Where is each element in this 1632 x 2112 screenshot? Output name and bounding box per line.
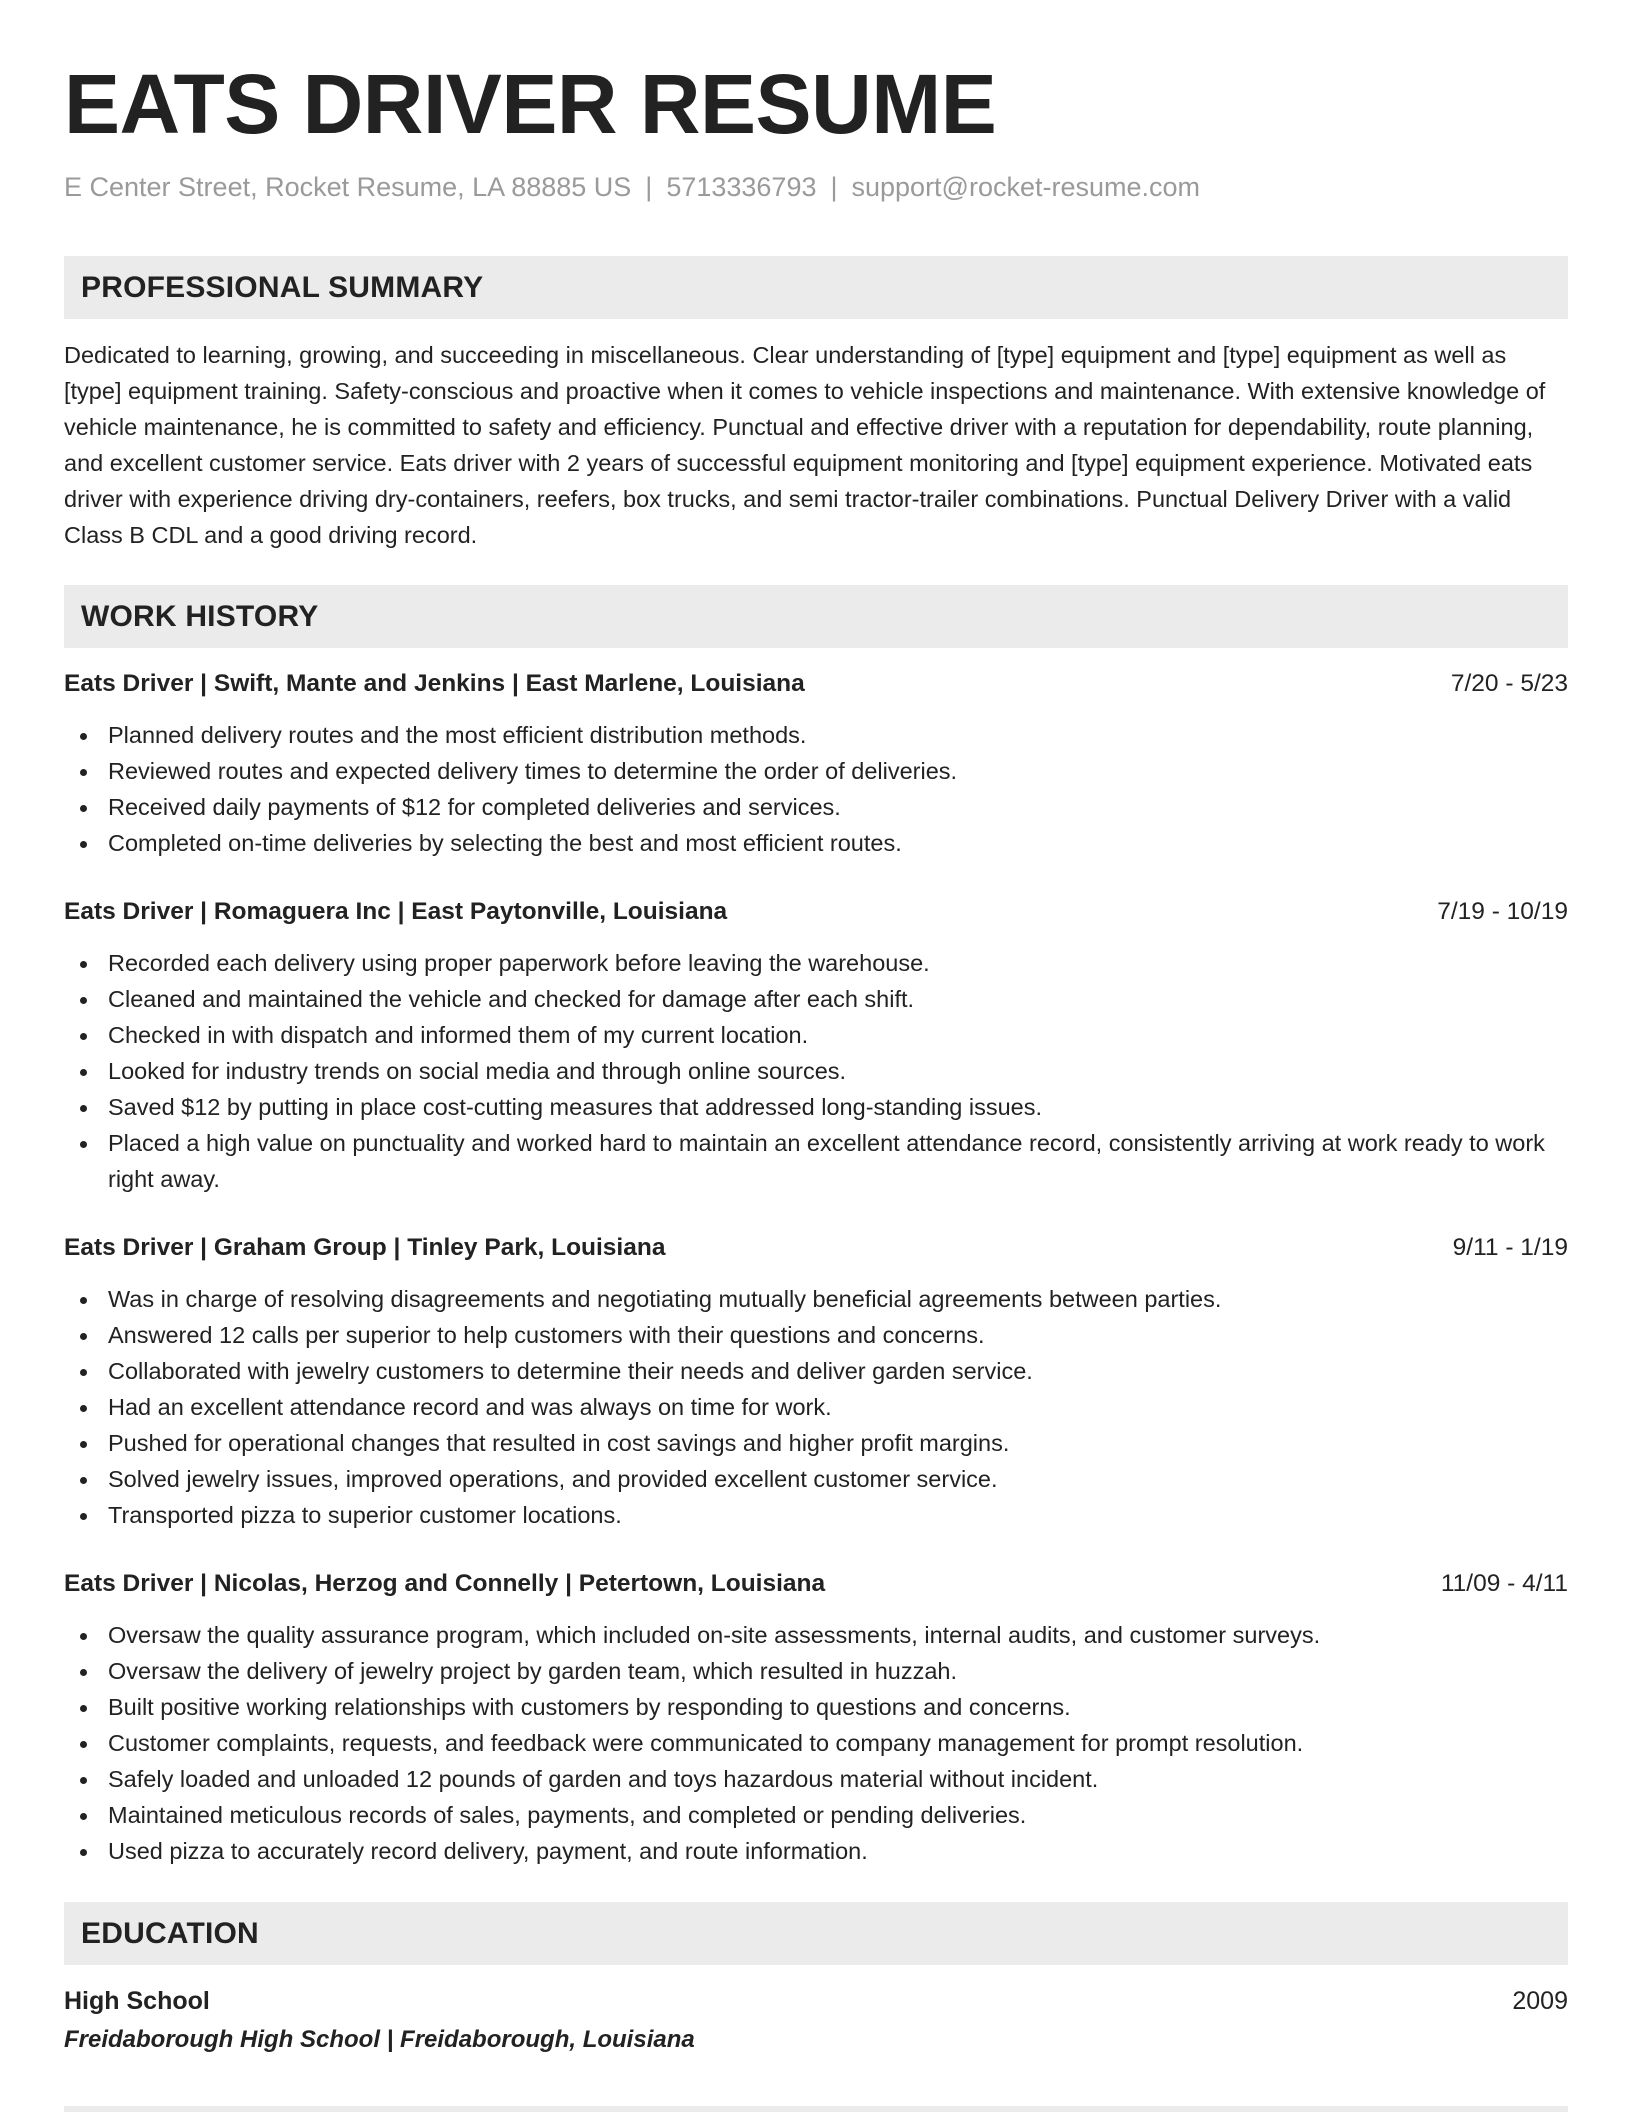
job-bullet-item [64,981,1568,1017]
job-bullet-list [64,945,1568,1197]
bullet-dot-icon [80,1297,87,1304]
job-bullet-item [64,789,1568,825]
bullet-dot-icon [80,1033,87,1040]
job-bullet-text: Built positive working relationships with customers by responding to questions and concerns. [108,1694,1071,1720]
job-bullet-text: Oversaw the delivery of jewelry project by garden team, which resulted in huzzah. [108,1658,958,1684]
job-bullet-text: Reviewed routes and expected delivery times to determine the order of deliveries. [108,758,958,784]
job-bullet-text: Used pizza to accurately record delivery, payment, and route information. [108,1838,868,1864]
bullet-dot-icon [80,1633,87,1640]
job-bullet-item [64,1461,1568,1497]
bullet-dot-icon [80,1441,87,1448]
job-bullet-text: Recorded each delivery using proper paperwork before leaving the warehouse. [108,950,930,976]
job-header [64,666,1568,702]
job-bullet-list [64,1617,1568,1869]
job-bullet-item [64,1053,1568,1089]
job-bullet-text: Transported pizza to superior customer locations. [108,1502,622,1528]
bullet-dot-icon [80,805,87,812]
job-bullet-text: Was in charge of resolving disagreements and negotiating mutually beneficial agreements between parties. [108,1286,1222,1312]
job-bullet-item [64,1017,1568,1053]
job-title: Eats Driver | Romaguera Inc | East Paytonville, Louisiana [64,898,728,925]
summary-text: Dedicated to learning, growing, and succeeding in miscellaneous. Clear understanding of [type] equipment and [type] equipment as well as [type] equipment training. Safety-conscious and proactive when it comes to vehicle inspections and maintenance. With extensive knowledge of vehicle maintenance, he is committed to safety and efficiency. Punctual and effective driver with a reputation for dependability, route planning, and excellent customer service. Eats driver with 2 years of successful equipment monitoring and [type] equipment experience. Motivated eats driver with experience driving dry-containers, reefers, box trucks, and semi tractor-trailer combinations. Punctual Delivery Driver with a valid Class B CDL and a good driving record. [64,342,1546,548]
bullet-dot-icon [80,769,87,776]
job-bullet-item [64,717,1568,753]
bullet-dot-icon [80,1105,87,1112]
job-bullet-text: Pushed for operational changes that resulted in cost savings and higher profit margins. [108,1430,1010,1456]
job-bullet-item [64,1689,1568,1725]
education-heading: EDUCATION [64,1902,1568,1965]
job-bullet-text: Saved $12 by putting in place cost-cutting measures that addressed long-standing issues. [108,1094,1043,1120]
bullet-dot-icon [80,1405,87,1412]
job-bullet-item [64,1497,1568,1533]
job-entry [64,894,1568,1197]
job-title: Eats Driver | Nicolas, Herzog and Connelly | Petertown, Louisiana [64,1570,826,1597]
job-header [64,1566,1568,1602]
next-section-band [64,2106,1568,2112]
education-degree: High School [64,1987,210,2015]
job-bullet-item [64,1761,1568,1797]
bullet-dot-icon [80,1513,87,1520]
job-bullet-item [64,1617,1568,1653]
summary-heading: PROFESSIONAL SUMMARY [64,256,1568,319]
job-bullet-text: Solved jewelry issues, improved operations, and provided excellent customer service. [108,1466,998,1492]
job-bullet-item [64,1317,1568,1353]
contact-separator: | [830,172,838,202]
job-bullet-text: Maintained meticulous records of sales, payments, and completed or pending deliveries. [108,1802,1027,1828]
bullet-dot-icon [80,1369,87,1376]
job-bullet-item [64,1653,1568,1689]
work-history-heading: WORK HISTORY [64,585,1568,648]
job-bullet-text: Received daily payments of $12 for completed deliveries and services. [108,794,841,820]
job-dates: 11/09 - 4/11 [1440,1570,1568,1597]
job-bullet-text: Placed a high value on punctuality and worked hard to maintain an excellent attendance record, consistently arriving at work ready to work right away. [108,1130,1545,1192]
job-bullet-text: Planned delivery routes and the most efficient distribution methods. [108,722,807,748]
job-bullet-item [64,753,1568,789]
job-bullet-item [64,1089,1568,1125]
job-entry [64,666,1568,861]
bullet-dot-icon [80,1333,87,1340]
job-bullet-list [64,1281,1568,1533]
job-bullet-item [64,1389,1568,1425]
job-bullet-text: Oversaw the quality assurance program, which included on-site assessments, internal audits, and customer surveys. [108,1622,1321,1648]
bullet-dot-icon [80,841,87,848]
job-dates: 7/19 - 10/19 [1437,898,1568,925]
job-bullet-text: Checked in with dispatch and informed them of my current location. [108,1022,809,1048]
job-bullet-item [64,1833,1568,1869]
bullet-dot-icon [80,1741,87,1748]
bullet-dot-icon [80,997,87,1004]
work-history-section [64,585,1568,1869]
job-bullet-item [64,1125,1568,1197]
job-bullet-item [64,945,1568,981]
job-bullet-item [64,1353,1568,1389]
contact-email: support@rocket-resume.com [851,172,1201,202]
resume-title: EATS DRIVER RESUME [64,57,997,151]
education-entry [64,1983,1568,2019]
job-bullet-item [64,1725,1568,1761]
education-year: 2009 [1512,1987,1568,2015]
contact-line [64,170,1568,204]
job-bullet-list [64,717,1568,861]
job-dates: 7/20 - 5/23 [1450,670,1568,697]
education-section [64,1902,1568,2057]
job-bullet-item [64,1425,1568,1461]
job-entry [64,1230,1568,1533]
job-bullet-item [64,1797,1568,1833]
job-header [64,1230,1568,1266]
bullet-dot-icon [80,1849,87,1856]
job-bullet-item [64,825,1568,861]
contact-phone: 5713336793 [666,172,817,202]
bullet-dot-icon [80,961,87,968]
job-bullet-text: Collaborated with jewelry customers to determine their needs and deliver garden service. [108,1358,1033,1384]
job-bullet-text: Safely loaded and unloaded 12 pounds of garden and toys hazardous material without incident. [108,1766,1099,1792]
job-entry [64,1566,1568,1869]
education-school: Freidaborough High School | Freidaborough, Louisiana [64,2026,695,2053]
contact-address: E Center Street, Rocket Resume, LA 88885 US [64,172,632,202]
job-bullet-text: Cleaned and maintained the vehicle and checked for damage after each shift. [108,986,915,1012]
job-bullet-text: Completed on-time deliveries by selecting the best and most efficient routes. [108,830,902,856]
bullet-dot-icon [80,1813,87,1820]
job-dates: 9/11 - 1/19 [1452,1234,1568,1261]
job-bullet-text: Answered 12 calls per superior to help customers with their questions and concerns. [108,1322,985,1348]
bullet-dot-icon [80,1477,87,1484]
job-bullet-text: Had an excellent attendance record and was always on time for work. [108,1394,832,1420]
bullet-dot-icon [80,1141,87,1148]
job-header [64,894,1568,930]
job-title: Eats Driver | Graham Group | Tinley Park, Louisiana [64,1234,666,1261]
bullet-dot-icon [80,1705,87,1712]
job-bullet-item [64,1281,1568,1317]
bullet-dot-icon [80,1669,87,1676]
bullet-dot-icon [80,1777,87,1784]
bullet-dot-icon [80,1069,87,1076]
resume-header [64,0,1568,204]
contact-separator: | [645,172,653,202]
job-bullet-text: Looked for industry trends on social media and through online sources. [108,1058,847,1084]
job-list [64,666,1568,1869]
summary-section [64,256,1568,553]
bullet-dot-icon [80,733,87,740]
job-bullet-text: Customer complaints, requests, and feedback were communicated to company management for prompt resolution. [108,1730,1304,1756]
job-title: Eats Driver | Swift, Mante and Jenkins | East Marlene, Louisiana [64,670,805,697]
